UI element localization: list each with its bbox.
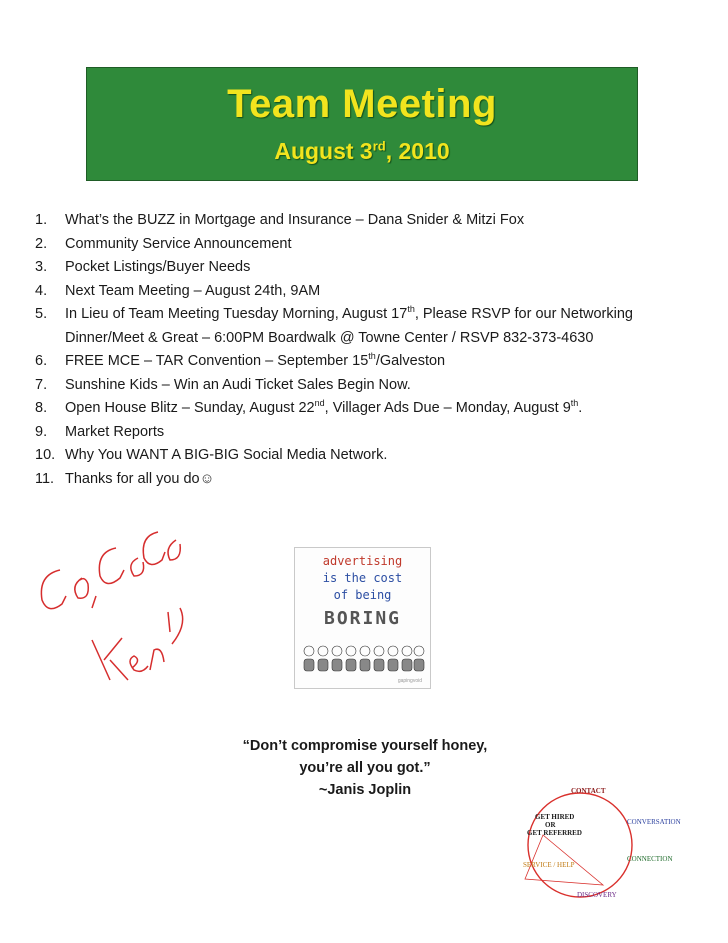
agenda-text: Sunshine Kids – Win an Audi Ticket Sales Begin Now. <box>65 376 411 393</box>
agenda-text: . <box>578 400 583 416</box>
cycle-center-1: GET HIRED <box>535 813 575 821</box>
ad-line-3: of being <box>333 588 392 602</box>
cycle-center-2: OR <box>545 821 556 829</box>
agenda-item <box>35 350 695 374</box>
agenda-text: /Galveston <box>375 353 446 369</box>
agenda-number: 5. <box>35 306 48 322</box>
agenda-number: 4. <box>35 282 48 299</box>
cycle-label-contact: CONTACT <box>571 787 606 795</box>
agenda-superscript: th <box>570 398 579 409</box>
page-title: Team Meeting <box>227 82 497 126</box>
agenda-superscript: nd <box>314 398 325 409</box>
agenda-item <box>35 256 695 280</box>
agenda-text: FREE MCE – TAR Convention – September 15 <box>65 353 369 369</box>
agenda-text: Pocket Listings/Buyer Needs <box>65 259 251 275</box>
sales-cycle-diagram <box>505 783 695 908</box>
quote-block <box>180 735 550 801</box>
agenda-number: 9. <box>35 423 48 440</box>
cycle-label-conversation: CONVERSATION <box>627 818 681 826</box>
agenda-superscript: th <box>368 351 376 362</box>
signature-text-go: Go,Go Go <box>45 688 68 694</box>
agenda-list <box>35 209 695 491</box>
date-year: , 2010 <box>385 138 450 164</box>
quote-line-1: “Don’t compromise yourself honey, <box>242 738 488 754</box>
agenda-text: , Please RSVP for our Networking Dinner/Meet & Great – 6:00PM Boardwalk @ Towne Center / RSVP 832-373-4630 <box>65 306 633 346</box>
agenda-text: Community Service Announcement <box>65 235 292 252</box>
agenda-item <box>35 397 695 421</box>
agenda-number: 1. <box>35 212 48 228</box>
agenda-number: 10. <box>35 447 56 463</box>
cycle-label-discovery: DISCOVERY <box>577 891 617 899</box>
cycle-center-3: GET REFERRED <box>527 829 582 837</box>
date-suffix: rd <box>372 138 386 154</box>
agenda-item <box>35 209 695 233</box>
agenda-text: What’s the BUZZ in Mortgage and Insurance – Dana Snider & Mitzi Fox <box>65 212 525 228</box>
agenda-text: Next Team Meeting – August 24th, 9AM <box>65 282 321 299</box>
advertising-cartoon <box>294 547 431 689</box>
agenda-text: Market Reports <box>65 423 165 440</box>
signature-text-ken: Ken :) <box>120 688 134 694</box>
agenda-item <box>35 421 695 445</box>
meeting-date <box>87 138 637 165</box>
agenda-text: Thanks for all you do☺ <box>65 470 215 487</box>
agenda-number: 7. <box>35 376 48 393</box>
handwritten-signature <box>30 520 190 695</box>
agenda-number: 8. <box>35 400 48 416</box>
cycle-label-connection: CONNECTION <box>627 855 673 863</box>
agenda-number: 3. <box>35 259 48 275</box>
agenda-text: In Lieu of Team Meeting Tuesday Morning, August 17 <box>65 306 408 322</box>
agenda-item <box>35 303 695 350</box>
agenda-text: Why You WANT A BIG-BIG Social Media Network. <box>65 447 388 463</box>
cartoon-crowd-icon <box>301 643 426 675</box>
agenda-item <box>35 468 695 492</box>
agenda-number: 6. <box>35 353 48 369</box>
agenda-item <box>35 444 695 468</box>
agenda-item <box>35 280 695 304</box>
ad-line-4: BORING <box>323 608 402 629</box>
ad-credit: gapingvoid <box>397 678 422 684</box>
quote-line-2: you’re all you got.” <box>299 760 431 776</box>
agenda-item <box>35 374 695 398</box>
title-banner <box>86 67 638 181</box>
cycle-label-service: SERVICE / HELP <box>523 861 575 869</box>
agenda-item <box>35 233 695 257</box>
agenda-superscript: th <box>407 304 415 315</box>
date-main: August 3 <box>274 138 373 164</box>
agenda-number: 11. <box>35 470 55 487</box>
agenda-text: Open House Blitz – Sunday, August 22 <box>65 400 315 416</box>
ad-line-2: is the cost <box>322 571 403 585</box>
quote-author: ~Janis Joplin <box>318 782 412 798</box>
cycle-ring-icon <box>505 783 695 908</box>
ad-line-1: advertising <box>322 554 403 568</box>
agenda-number: 2. <box>35 235 48 252</box>
agenda-text: , Villager Ads Due – Monday, August 9 <box>324 400 571 416</box>
